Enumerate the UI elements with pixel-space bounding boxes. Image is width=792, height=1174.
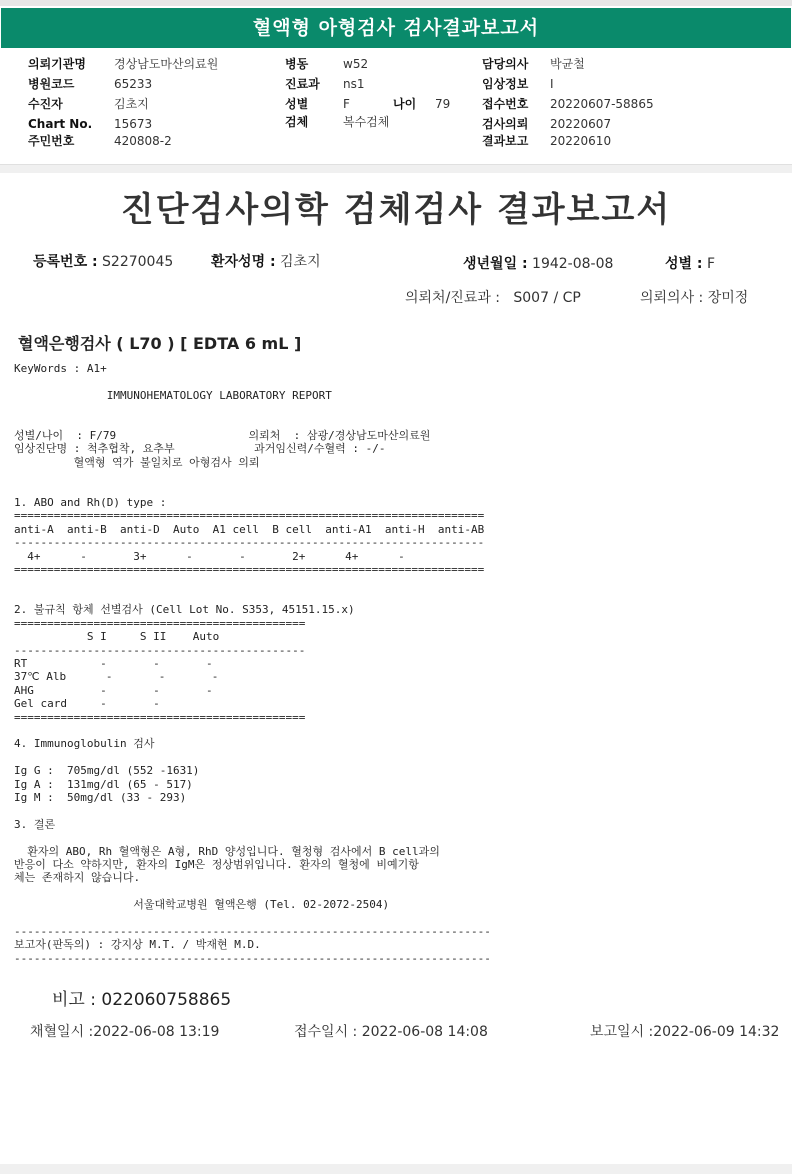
value-test-request: 20220607 [550, 117, 612, 131]
value-attending-doctor: 박균철 [550, 57, 585, 71]
patient-sex [665, 253, 715, 273]
label-ward: 병동 [285, 57, 309, 71]
label-attending-doctor: 담당의사 [482, 57, 529, 71]
report-line: 3. 결론 [14, 817, 56, 831]
patient-name-value: 김초지 [280, 254, 321, 270]
report-line: 4. Immunoglobulin 검사 [14, 737, 155, 751]
label-test-request: 검사의뢰 [482, 117, 529, 131]
report-line: AHG - - - [14, 683, 213, 697]
report-line: 혈액형 역가 불일치로 아형검사 의뢰 [14, 455, 260, 469]
value-clinical-info: I [550, 77, 554, 91]
report-line: S I S II Auto [14, 630, 220, 644]
value-department: ns1 [343, 77, 365, 91]
value-chart-no: 15673 [114, 117, 153, 131]
referring-department-label: 의뢰처/진료과 : [405, 290, 501, 306]
label-resident-no: 주민번호 [28, 134, 75, 148]
bottom-bar [0, 1164, 792, 1174]
report-line: ------------------------------------------------------------------------ [14, 951, 491, 965]
report-line: 4+ - 3+ - - 2+ 4+ - [14, 549, 405, 563]
value-receipt-no: 20220607-58865 [550, 97, 654, 111]
referring-department [405, 287, 581, 307]
top-bar [0, 0, 792, 6]
report-line: 반응이 다소 약하지만, 환자의 IgM은 정상범위입니다. 환자의 혈청에 비예기항 [14, 858, 419, 872]
date-of-birth [463, 253, 613, 273]
value-hospital-code: 65233 [114, 77, 153, 91]
document-title: 진단검사의학 검체검사 결과보고서 [120, 190, 672, 230]
registration-number [33, 251, 173, 271]
value-hospital-name: 경상남도마산의료원 [114, 57, 219, 71]
referring-department-value: S007 / CP [513, 290, 581, 306]
patient-sex-label: 성별 : [665, 256, 703, 272]
value-ward: w52 [343, 57, 369, 71]
patient-name-label: 환자성명 : [211, 254, 276, 270]
report-datetime-value: 2022-06-09 14:32 [653, 1024, 780, 1040]
registration-number-label: 등록번호 : [33, 254, 98, 270]
referring-doctor [640, 287, 748, 307]
report-line: 1. ABO and Rh(D) type : [14, 496, 167, 510]
label-specimen: 검체 [285, 115, 309, 129]
value-age: 79 [435, 97, 451, 111]
receipt-datetime-label: 접수일시 : [294, 1024, 358, 1040]
report-line: ============================================ [14, 710, 306, 724]
label-hospital-name: 의뢰기관명 [28, 57, 86, 71]
collection-datetime [30, 1021, 219, 1041]
report-line: KeyWords : A1+ [14, 362, 107, 375]
lab-report-body [14, 362, 491, 965]
value-patient: 김초지 [114, 97, 149, 111]
date-of-birth-value: 1942-08-08 [532, 256, 614, 272]
value-resident-no: 420808-2 [114, 134, 172, 148]
report-line: Ig M : 50mg/dl (33 - 293) [14, 791, 187, 804]
receipt-datetime [294, 1021, 488, 1041]
report-line: -------------------------------------------- [14, 643, 306, 657]
label-chart-no: Chart No. [28, 117, 93, 131]
report-line: Ig G : 705mg/dl (552 -1631) [14, 764, 200, 778]
report-line: ============================================ [14, 616, 306, 630]
report-line: 2. 불규칙 항체 선별검사 (Cell Lot No. S353, 45151.15.x) [14, 603, 355, 617]
blood-bank-test-title: 혈액은행검사 ( L70 ) [ EDTA 6 mL ] [18, 334, 302, 353]
referring-doctor-label: 의뢰의사 : [640, 290, 704, 306]
value-specimen: 복수검체 [343, 115, 390, 129]
label-hospital-code: 병원코드 [28, 77, 75, 91]
report-line: 보고자(판독의) : 강지상 M.T. / 박재현 M.D. [14, 938, 261, 952]
report-line: Gel card - - [14, 697, 160, 711]
patient-name [211, 251, 321, 271]
report-banner-title: 혈액형 아형검사 검사결과보고서 [1, 8, 791, 48]
remark-value: 022060758865 [101, 990, 232, 1010]
report-datetime [590, 1021, 779, 1041]
patient-sex-value: F [706, 256, 716, 272]
label-result-report: 결과보고 [482, 134, 529, 148]
report-line: ======================================================================= [14, 563, 485, 577]
value-result-report: 20220610 [550, 134, 612, 148]
report-line: 서울대학교병원 혈액은행 (Tel. 02-2072-2504) [14, 898, 390, 912]
report-line: 37℃ Alb - - - [14, 670, 219, 684]
section-divider [0, 164, 792, 173]
report-datetime-label: 보고일시 : [590, 1024, 654, 1040]
collection-datetime-label: 채혈일시 : [30, 1024, 94, 1040]
report-line: anti-A anti-B anti-D Auto A1 cell B cell anti-A1 anti-H anti-AB [14, 522, 485, 536]
report-line: ----------------------------------------------------------------------- [14, 536, 485, 550]
remark-label: 비고 : [52, 990, 96, 1010]
report-line: IMMUNOHEMATOLOGY LABORATORY REPORT [14, 388, 332, 402]
label-age: 나이 [393, 97, 417, 111]
label-patient: 수진자 [28, 97, 63, 111]
report-line: 체는 존재하지 않습니다. [14, 871, 141, 885]
label-department: 진료과 [285, 77, 320, 91]
report-line: Ig A : 131mg/dl (65 - 517) [14, 777, 193, 791]
label-sex: 성별 [285, 97, 309, 111]
report-line: 임상진단명 : 척추협착, 요추부 과거임신력/수혈력 : -/- [14, 442, 386, 456]
referring-doctor-value: 장미정 [707, 290, 749, 306]
date-of-birth-label: 생년월일 : [463, 256, 528, 272]
collection-datetime-value: 2022-06-08 13:19 [93, 1024, 220, 1040]
report-line: ------------------------------------------------------------------------ [14, 925, 491, 939]
report-line: ======================================================================= [14, 509, 485, 523]
report-line: 환자의 ABO, Rh 혈액형은 A형, RhD 양성입니다. 혈청형 검사에서 B cell과의 [14, 844, 440, 858]
registration-number-value: S2270045 [102, 254, 174, 270]
label-receipt-no: 접수번호 [482, 97, 529, 111]
report-line: RT - - - [14, 656, 213, 670]
receipt-datetime-value: 2022-06-08 14:08 [361, 1024, 488, 1040]
value-sex: F [343, 97, 350, 111]
report-line: 성별/나이 : F/79 의뢰처 : 삼광/경상남도마산의료원 [14, 429, 431, 443]
remark [52, 985, 231, 1010]
label-clinical-info: 임상정보 [482, 77, 529, 91]
